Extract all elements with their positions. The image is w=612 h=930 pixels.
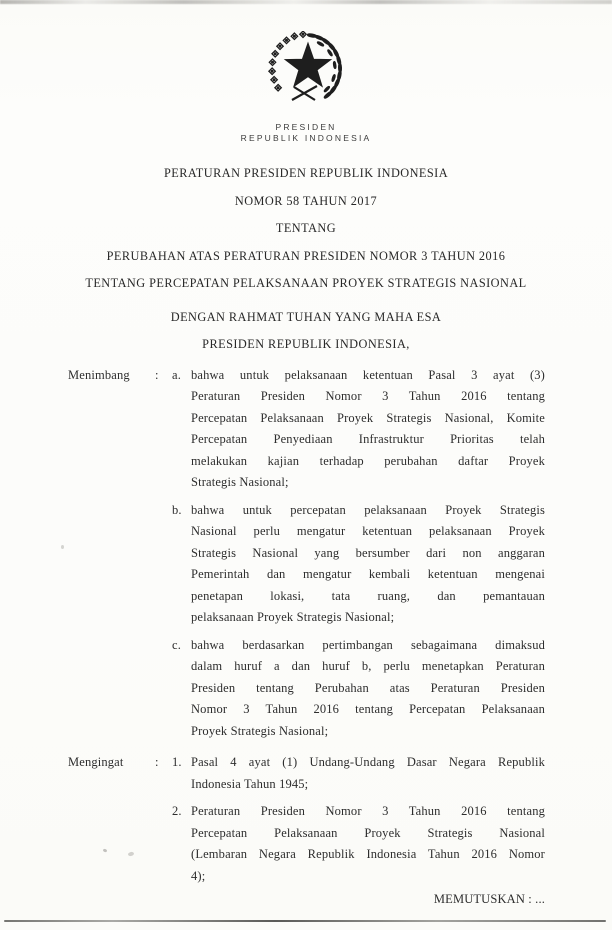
text-line: Strategis Nasional; [191, 475, 289, 489]
title-regulation-name: PERATURAN PRESIDEN REPUBLIK INDONESIA [163, 166, 449, 180]
text-line: Pemerintah dan mengatur kembali ketentuan mengenai [191, 567, 545, 581]
text-line: Percepatan Penyediaan Infrastruktur Prioritas telah [191, 432, 545, 446]
text-line: Percepatan Pelaksanaan Proyek Strategis Nasional, Komite [191, 410, 545, 425]
clause-label-menimbang: Menimbang [68, 367, 130, 382]
letterhead-line-republik: REPUBLIK INDONESIA [240, 132, 372, 143]
letterhead-line-presiden: PRESIDEN [275, 122, 337, 132]
text-line: pelaksanaan Proyek Strategis Nasional; [191, 610, 395, 624]
continuation-marker: MEMUTUSKAN : ... [433, 892, 545, 906]
text-line: Nomor 3 Tahun 2016 tentang Percepatan Pelaksanaan [191, 702, 545, 716]
text-line: penetapan lokasi, tata ruang, dan pemantauan [191, 588, 545, 603]
text-line: bahwa untuk pelaksanaan ketentuan Pasal 3 ayat (3) [191, 367, 545, 382]
text-line: (Lembaran Negara Republik Indonesia Tahun 2016 Nomor [191, 847, 545, 861]
recalling-clause [68, 752, 545, 887]
title-number-year: NOMOR 58 TAHUN 2017 [234, 193, 378, 208]
letterhead [0, 122, 612, 143]
text-line: Nasional perlu mengatur ketentuan pelaksanaan Proyek [191, 524, 545, 538]
item-letter: c. [172, 637, 181, 652]
recalling-item-2 [172, 801, 545, 887]
item-letter: a. [172, 367, 181, 382]
item-number: 1. [172, 755, 182, 769]
star-wreath-icon [250, 31, 362, 103]
item-letter: b. [172, 502, 182, 517]
item-text [191, 635, 545, 743]
title-subject-line1: PERUBAHAN ATAS PERATURAN PRESIDEN NOMOR 3 TAHUN 2016 [106, 248, 506, 263]
text-line: Percepatan Pelaksanaan Proyek Strategis Nasional [191, 825, 545, 840]
scan-edge-artifact [0, 0, 612, 4]
considering-clause [68, 365, 545, 743]
clause-colon: : [155, 755, 159, 769]
text-line: dalam huruf a dan huruf b, perlu menetapkan Peraturan [191, 659, 545, 673]
text-line: Strategis Nasional yang bersumber dari non anggaran [191, 545, 545, 560]
title-tentang: TENTANG [275, 221, 337, 235]
authority-line: PRESIDEN REPUBLIK INDONESIA, [202, 337, 410, 351]
text-line: Proyek Strategis Nasional; [191, 723, 329, 738]
page-bottom-rule [4, 920, 606, 922]
text-line: Presiden tentang Perubahan atas Peraturan Presiden [191, 680, 545, 695]
text-line: 4); [191, 868, 206, 883]
presidential-seal [0, 0, 612, 108]
considering-item-a [172, 365, 545, 494]
considering-item-c [172, 635, 545, 743]
text-line: melakukan kajian terhadap perubahan daftar Proyek [191, 453, 545, 468]
item-text [191, 752, 545, 795]
text-line: Peraturan Presiden Nomor 3 Tahun 2016 tentang [191, 804, 545, 818]
item-text [191, 500, 545, 629]
item-text [191, 801, 545, 887]
document-title [0, 160, 612, 298]
item-number: 2. [172, 804, 182, 818]
document-body [0, 365, 612, 911]
clause-colon: : [155, 367, 159, 382]
scan-speck [61, 545, 64, 549]
item-text [191, 365, 545, 494]
text-line: Peraturan Presiden Nomor 3 Tahun 2016 tentang [191, 389, 545, 403]
text-line: bahwa untuk percepatan pelaksanaan Proyek Strategis [191, 502, 545, 517]
considering-item-b [172, 500, 545, 629]
text-line: Pasal 4 ayat (1) Undang-Undang Dasar Negara Republik [191, 755, 545, 769]
recalling-item-1 [172, 752, 545, 795]
text-line: Indonesia Tahun 1945; [191, 776, 309, 791]
preamble [0, 304, 612, 359]
clause-label-mengingat: Mengingat [68, 755, 124, 769]
title-subject-line2: TENTANG PERCEPATAN PELAKSANAAN PROYEK STRATEGIS NASIONAL [85, 276, 527, 290]
text-line: bahwa berdasarkan pertimbangan sebagaimana dimaksud [191, 637, 545, 652]
invocation-line: DENGAN RAHMAT TUHAN YANG MAHA ESA [170, 309, 442, 324]
